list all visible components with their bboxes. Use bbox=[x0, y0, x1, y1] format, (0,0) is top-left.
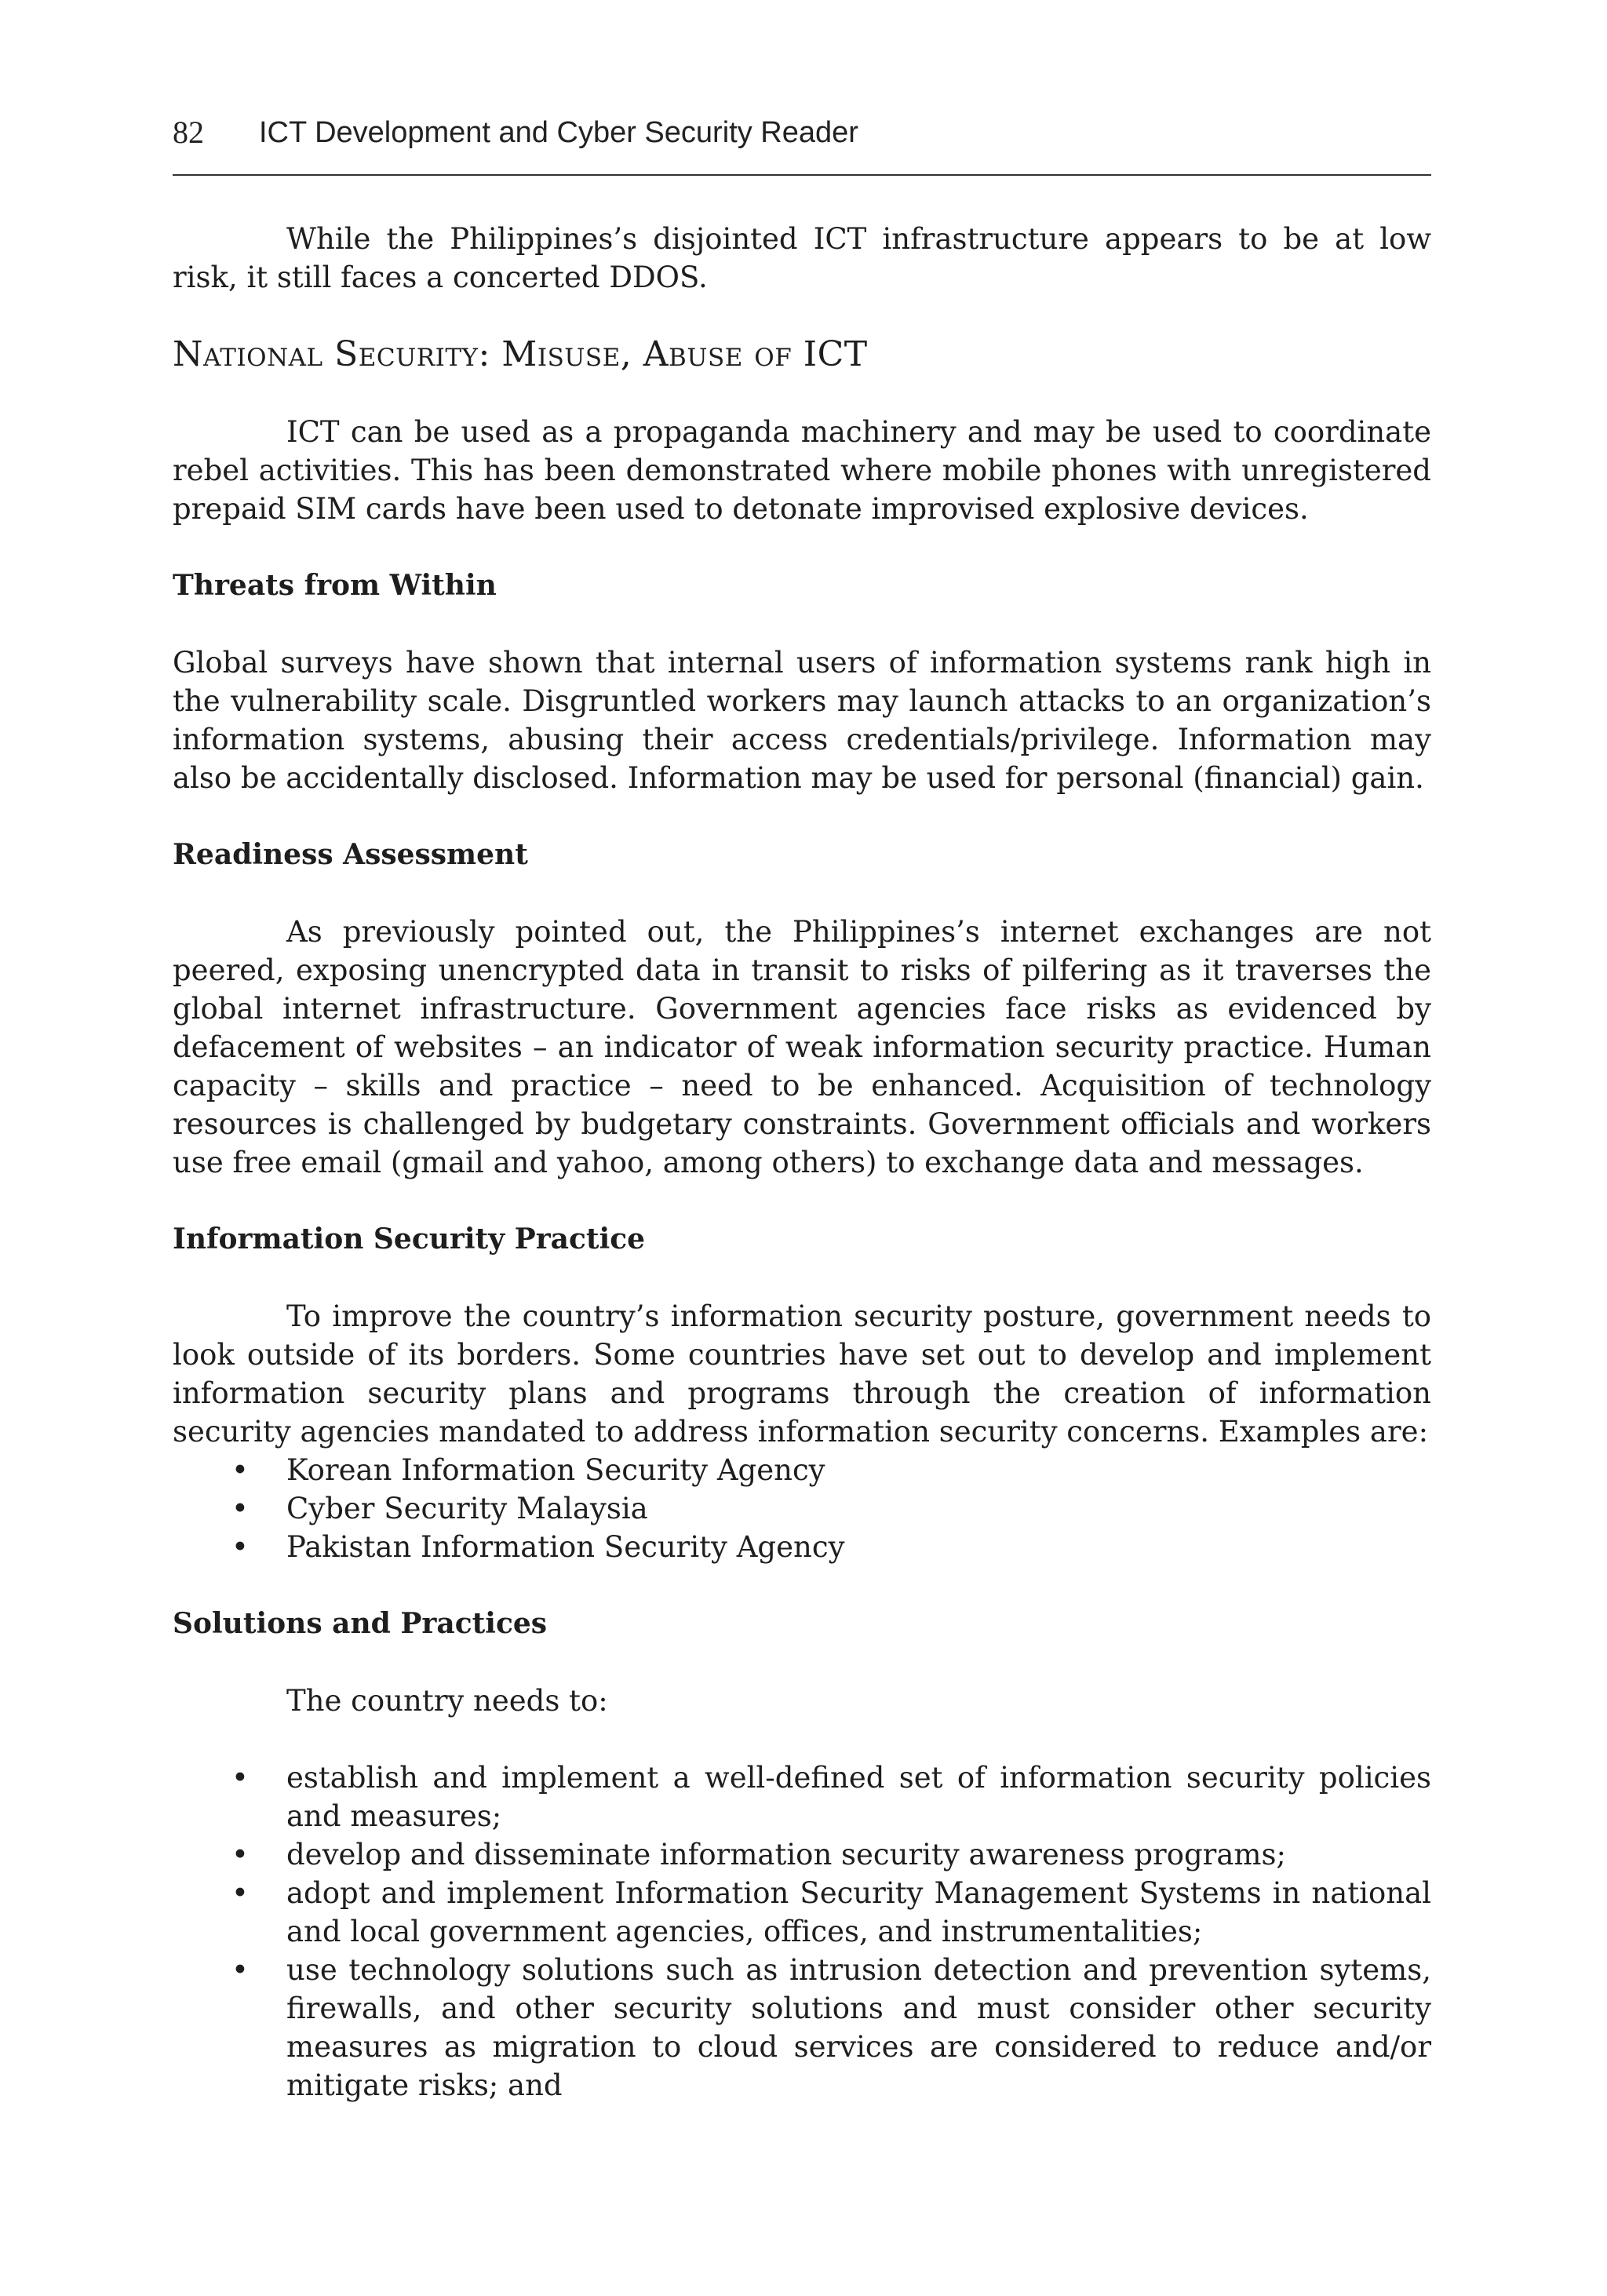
bullet-icon: • bbox=[231, 1530, 249, 1564]
section-heading: National Security: Misuse, Abuse of ICT bbox=[173, 334, 868, 374]
list-item-text: develop and disseminate information security awareness programs; bbox=[286, 1838, 1286, 1871]
spacer bbox=[173, 528, 1431, 567]
spacer bbox=[173, 1643, 1431, 1682]
spacer bbox=[173, 874, 1431, 913]
spacer bbox=[173, 605, 1431, 643]
readiness-paragraph: As previously pointed out, the Philippines’s internet exchanges are not peered, exposing unencrypted data in transit to risks of pilfering as it traverses the global internet infrastructure. Government agencies face risks as evidenced by defacement of websites – an indicator of weak information security practice. Human capacity – skills and practice – need to be enhanced. Acquisition of technology resources is challenged by budgetary constraints. Government officials and workers use free email (gmail and yahoo, among others) to exchange data and messages. bbox=[173, 915, 1431, 1179]
spacer bbox=[173, 1259, 1431, 1297]
list-item bbox=[173, 1528, 1431, 1566]
list-item bbox=[173, 1758, 1431, 1835]
list-item bbox=[173, 1451, 1431, 1489]
header-rule bbox=[173, 174, 1431, 176]
bullet-icon: • bbox=[231, 1953, 249, 1987]
spacer bbox=[173, 378, 1431, 413]
readiness-heading: Readiness Assessment bbox=[173, 838, 528, 871]
bullet-icon: • bbox=[231, 1453, 249, 1487]
list-item bbox=[173, 1874, 1431, 1951]
list-item-text: adopt and implement Information Security Management Systems in national and local government agencies, offices, and instrumentalities; bbox=[286, 1876, 1431, 1948]
list-item bbox=[173, 1489, 1431, 1528]
book-title: ICT Development and Cyber Security Reader bbox=[259, 116, 858, 149]
list-item-text: Pakistan Information Security Agency bbox=[286, 1530, 845, 1564]
bullet-icon: • bbox=[231, 1761, 249, 1795]
solutions-list bbox=[173, 1758, 1431, 2105]
list-item-text: Korean Information Security Agency bbox=[286, 1453, 825, 1487]
page-body bbox=[173, 220, 1431, 2105]
list-item-text: use technology solutions such as intrusion detection and prevention sytems, firewalls, and other security solutions and must consider other security measures as migration to cloud services are considered to reduce and/or mitigate risks; and bbox=[286, 1953, 1431, 2102]
infosec-heading: Information Security Practice bbox=[173, 1223, 646, 1256]
solutions-heading: Solutions and Practices bbox=[173, 1607, 548, 1640]
spacer bbox=[173, 1182, 1431, 1220]
page-number: 82 bbox=[173, 115, 204, 150]
spacer bbox=[173, 1566, 1431, 1605]
agency-list bbox=[173, 1451, 1431, 1566]
bullet-icon: • bbox=[231, 1876, 249, 1910]
spacer bbox=[173, 797, 1431, 836]
threats-paragraph: Global surveys have shown that internal users of information systems rank high in the vulnerability scale. Disgruntled workers may launch attacks to an organization’s information systems, abusing their access credentials/privilege. Information may also be accidentally disclosed. Information may be used for personal (financial) gain. bbox=[173, 646, 1431, 795]
running-header bbox=[173, 110, 1431, 155]
bullet-icon: • bbox=[231, 1492, 249, 1525]
bullet-icon: • bbox=[231, 1838, 249, 1871]
section-paragraph: ICT can be used as a propaganda machinery and may be used to coordinate rebel activities. This has been demonstrated where mobile phones with unregistered prepaid SIM cards have been used to detonate improvised explosive devices. bbox=[173, 415, 1431, 526]
spacer bbox=[173, 1720, 1431, 1758]
intro-paragraph: While the Philippines’s disjointed ICT infrastructure appears to be at low risk, it still faces a concerted DDOS. bbox=[173, 222, 1431, 294]
threats-heading: Threats from Within bbox=[173, 569, 497, 602]
list-item bbox=[173, 1951, 1431, 2105]
infosec-paragraph: To improve the country’s information security posture, government needs to look outside of its borders. Some countries have set out to develop and implement information security plans and programs through the creation of information security agencies mandated to address information security concerns. Examples are: bbox=[173, 1299, 1431, 1449]
list-item bbox=[173, 1835, 1431, 1874]
spacer bbox=[173, 297, 1431, 331]
solutions-intro: The country needs to: bbox=[286, 1684, 608, 1718]
list-item-text: Cyber Security Malaysia bbox=[286, 1492, 648, 1525]
book-page bbox=[173, 110, 1431, 2102]
list-item-text: establish and implement a well-defined set of information security policies and measures; bbox=[286, 1761, 1431, 1833]
